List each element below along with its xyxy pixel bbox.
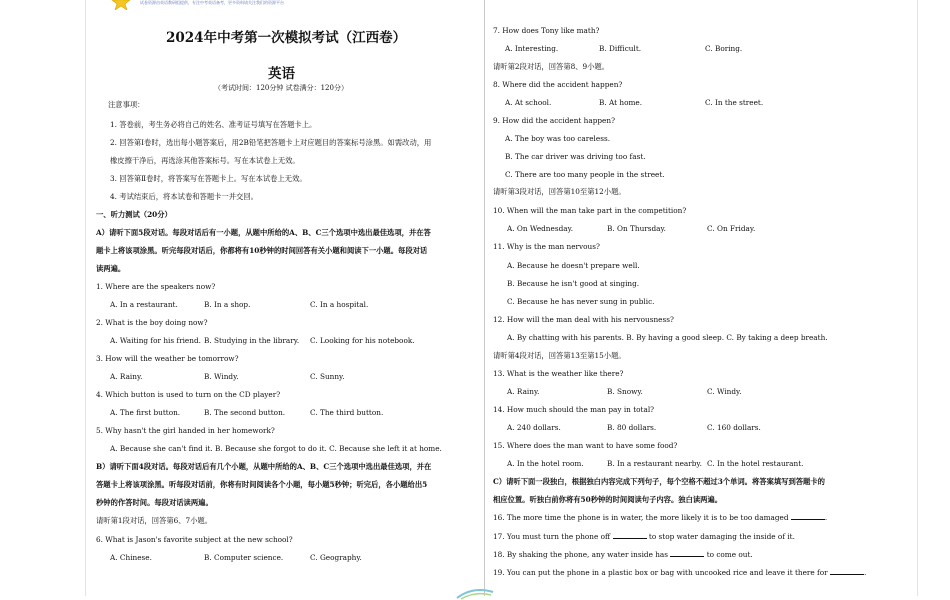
question-stem: 7. How does Tony like math? xyxy=(493,26,600,35)
section-c-instruction: C）请听下面一段独白，根据独白内容完成下列句子，每个空格不超过3个单词。将答案填写到答题卡的 xyxy=(493,477,825,486)
option-a: A. Rainy. xyxy=(507,387,540,396)
option-c: C. In a hospital. xyxy=(310,300,369,309)
question-stem: 12. How will the man deal with his nervousness? xyxy=(493,315,674,324)
option-b: B. The car driver was driving too fast. xyxy=(505,152,646,161)
option-b: B. Because he isn't good at singing. xyxy=(507,279,640,288)
question-stem: 11. Why is the man nervous? xyxy=(493,242,600,251)
answer-blank xyxy=(670,550,704,557)
option-a: A. On Wednesday. xyxy=(507,224,574,233)
star-logo-icon xyxy=(110,0,132,10)
answer-blank xyxy=(830,568,867,577)
option-a: A. At school. xyxy=(505,98,552,107)
option-b: B. Windy. xyxy=(204,372,239,381)
exam-subject: 英语 xyxy=(268,66,295,82)
fill-blank-end: . xyxy=(863,568,867,577)
question-stem: 15. Where does the man want to have some food? xyxy=(493,441,678,450)
question-stem: 5. Why hasn't the girl handed in her homework? xyxy=(96,426,275,435)
option-b: B. Snowy. xyxy=(607,387,643,396)
page-edge-right xyxy=(917,0,918,596)
exam-title: 2024年中考第一次模拟考试（江西卷） xyxy=(166,30,407,46)
notice-item: 3. 回答第Ⅱ卷时，将答案写在答题卡上。写在本试卷上无效。 xyxy=(110,174,307,183)
option-c: C. In the street. xyxy=(705,98,764,107)
option-c: C. Geography. xyxy=(310,553,362,562)
option-a: A. In the hotel room. xyxy=(507,459,584,468)
option-c: C. The third button. xyxy=(310,408,384,417)
question-stem: 8. Where did the accident happen? xyxy=(493,80,623,89)
question-stem: 14. How much should the man pay in total? xyxy=(493,405,655,414)
option-b: B. Studying in the library. xyxy=(204,336,300,345)
option-c: C. 160 dollars. xyxy=(707,423,761,432)
option-c: C. On Friday. xyxy=(707,224,756,233)
option-c: C. Boring. xyxy=(705,44,743,53)
fill-blank-text: 19. You can put the phone in a plastic box or bag with uncooked rice and leave it there for xyxy=(493,568,828,577)
question-stem: 10. When will the man take part in the competition? xyxy=(493,206,687,215)
section-listening-heading: 一、听力测试（20分） xyxy=(96,210,172,219)
question-stem: 6. What is Jason's favorite subject at the new school? xyxy=(96,535,293,544)
section-a-instruction: 题卡上将该项涂黑。听完每段对话后，你都将有10秒钟的时间回答有关小题和阅读下一小题。每段对话 xyxy=(96,246,428,255)
option-a: A. Interesting. xyxy=(505,44,559,53)
option-b: B. In a restaurant nearby. xyxy=(607,459,702,468)
question-stem: 13. What is the weather like there? xyxy=(493,369,624,378)
watermark-swoosh-icon xyxy=(455,586,495,600)
option-a: A. Rainy. xyxy=(110,372,143,381)
fill-blank-end: . xyxy=(824,513,828,522)
exam-info: （考试时间：120分钟 试卷满分：120分） xyxy=(214,84,348,92)
option-a: A. The boy was too careless. xyxy=(505,134,611,143)
answer-blank xyxy=(613,532,647,539)
option-c: C. Windy. xyxy=(707,387,742,396)
question-stem: 4. Which button is used to turn on the CD player? xyxy=(96,390,281,399)
question-stem: 3. How will the weather be tomorrow? xyxy=(96,354,239,363)
section-b-instruction: B）请听下面4段对话。每段对话后有几个小题，从题中所给的A、B、C三个选项中选出最佳选项，并在 xyxy=(96,462,432,471)
answer-blank xyxy=(791,513,828,522)
page-edge-left xyxy=(85,0,86,596)
option-b: B. 80 dollars. xyxy=(607,423,657,432)
dialog-instruction: 请听第3段对话，回答第10至第12小题。 xyxy=(493,187,626,196)
fill-blank-item xyxy=(493,532,795,541)
notice-item: 2. 回答第Ⅰ卷时，选出每小题答案后，用2B铅笔把答题卡上对应题目的答案标号涂黑。如需改动，用 xyxy=(110,138,432,147)
option-row: A. Because she can't find it. B. Because she forgot to do it. C. Because she left it at home. xyxy=(110,444,442,453)
notice-item: 橡皮擦干净后，再选涂其他答案标号。写在本试卷上无效。 xyxy=(110,156,300,165)
question-stem: 1. Where are the speakers now? xyxy=(96,282,216,291)
option-b: B. Computer science. xyxy=(204,553,284,562)
column-divider xyxy=(484,0,485,596)
option-b: B. Difficult. xyxy=(599,44,642,53)
option-c: C. In the hotel restaurant. xyxy=(707,459,804,468)
header-banner-text: 试卷资源由英语教研组提供，专注中考英语备考，更多资料请关注我们的资源平台 xyxy=(140,0,284,5)
option-a: A. In a restaurant. xyxy=(110,300,178,309)
section-a-instruction: A）请听下面5段对话。每段对话后有一小题，从题中所给的A、B、C三个选项中选出最佳选项，并在答 xyxy=(96,228,431,237)
option-a: A. Because he doesn't prepare well. xyxy=(507,261,640,270)
option-c: C. Looking for his notebook. xyxy=(310,336,415,345)
option-b: B. At home. xyxy=(599,98,643,107)
fill-blank-text: 17. You must turn the phone off xyxy=(493,532,611,541)
section-b-instruction: 答题卡上将该项涂黑。听每段对话前，你将有时间阅读各个小题，每小题5秒钟；听完后，各小题给出5 xyxy=(96,480,428,489)
option-b: B. On Thursday. xyxy=(607,224,666,233)
option-c: C. There are too many people in the street. xyxy=(505,170,665,179)
option-a: A. The first button. xyxy=(110,408,181,417)
dialog-instruction: 请听第2段对话，回答第8、9小题。 xyxy=(493,62,610,71)
question-stem: 2. What is the boy doing now? xyxy=(96,318,208,327)
fill-blank-text: 18. By shaking the phone, any water inside has xyxy=(493,550,669,559)
fill-blank-item xyxy=(493,513,827,522)
fill-blank-item xyxy=(493,568,866,577)
dialog-instruction: 请听第1段对话，回答第6、7小题。 xyxy=(96,516,213,525)
option-c: C. Because he has never sung in public. xyxy=(507,297,655,306)
option-a: A. Waiting for his friend. xyxy=(110,336,201,345)
fill-blank-item xyxy=(493,550,753,559)
fill-blank-end: to stop water damaging the inside of it. xyxy=(648,532,795,541)
section-b-instruction: 秒钟的作答时间。每段对话读两遍。 xyxy=(96,498,213,507)
option-a: A. Chinese. xyxy=(110,553,152,562)
section-a-instruction: 读两遍。 xyxy=(96,264,126,273)
dialog-instruction: 请听第4段对话，回答第13至第15小题。 xyxy=(493,351,626,360)
notice-item: 4. 考试结束后，将本试卷和答题卡一并交回。 xyxy=(110,192,258,201)
option-a: A. 240 dollars. xyxy=(507,423,561,432)
option-row: A. By chatting with his parents. B. By having a good sleep. C. By taking a deep breath. xyxy=(507,333,828,342)
notice-heading: 注意事项： xyxy=(108,100,145,109)
fill-blank-end: to come out. xyxy=(706,550,753,559)
notice-item: 1. 答卷前，考生务必将自己的姓名、准考证号填写在答题卡上。 xyxy=(110,120,317,129)
header-banner xyxy=(140,0,284,6)
fill-blank-text: 16. The more time the phone is in water, the more likely it is to be too damaged xyxy=(493,513,789,522)
question-stem: 9. How did the accident happen? xyxy=(493,116,615,125)
option-b: B. The second button. xyxy=(204,408,286,417)
option-b: B. In a shop. xyxy=(204,300,251,309)
option-c: C. Sunny. xyxy=(310,372,345,381)
section-c-instruction: 相应位置。听独白前你将有50秒钟的时间阅读句子内容。独白读两遍。 xyxy=(493,495,723,504)
